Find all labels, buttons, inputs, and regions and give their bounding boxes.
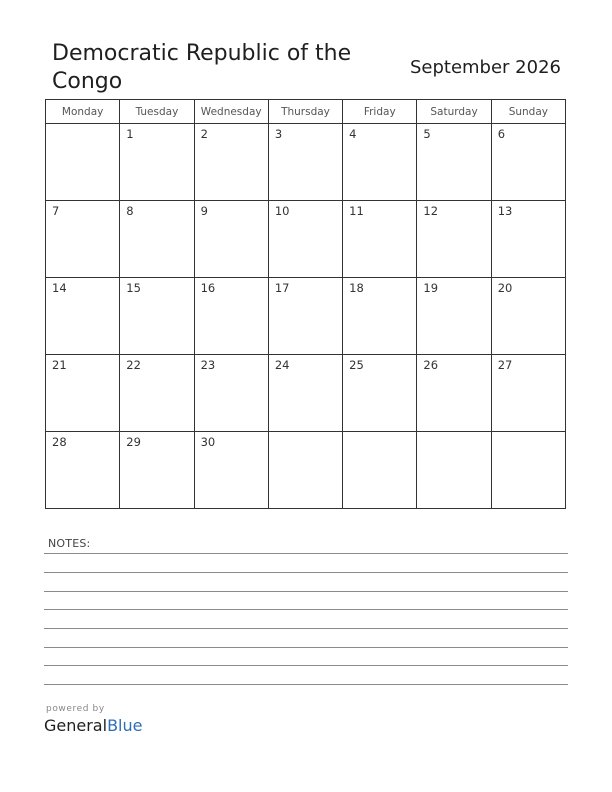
day-cell [194,432,268,509]
notes-line [44,647,568,648]
day-cell [491,201,565,278]
day-cell [343,355,417,432]
day-number: 20 [497,281,513,295]
day-cell [268,278,342,355]
calendar-country-title: Democratic Republic of the Congo [52,41,352,94]
day-cell [491,432,565,509]
day-cell [417,432,491,509]
week-row-1 [46,124,566,201]
day-cell [343,432,417,509]
week-row-4 [46,355,566,432]
weekday-friday: Friday [343,100,417,124]
day-cell [417,278,491,355]
powered-by-text: powered by [46,704,105,714]
day-number: 29 [126,435,141,449]
day-number: 22 [126,358,141,372]
day-number: 4 [349,127,357,141]
day-cell [343,201,417,278]
weekday-thursday: Thursday [268,100,342,124]
week-row-2 [46,201,566,278]
day-number: 3 [274,127,283,141]
day-cell [46,278,120,355]
day-cell [268,124,342,201]
day-number [417,432,490,435]
generalblue-logo[interactable] [44,716,142,736]
day-number: 26 [423,358,439,372]
day-cell [120,432,194,509]
day-number: 9 [200,204,208,218]
day-number: 21 [52,358,67,372]
day-cell [46,355,120,432]
day-number: 10 [274,204,290,218]
weekday-saturday: Saturday [417,100,491,124]
day-cell [120,124,194,201]
day-number: 18 [349,281,364,295]
weekday-sunday: Sunday [491,100,565,124]
day-cell [417,201,491,278]
weekday-wednesday: Wednesday [194,100,268,124]
week-row-5 [46,432,566,509]
notes-line [44,572,568,573]
notes-line [44,609,568,610]
day-cell [194,278,268,355]
day-cell [417,124,491,201]
brand-general-text: General [44,716,108,735]
day-number: 14 [52,281,67,295]
day-number: 1 [126,127,134,141]
day-cell [491,355,565,432]
weekday-tuesday: Tuesday [120,100,194,124]
day-cell [194,355,268,432]
day-cell [268,201,342,278]
day-number: 16 [200,281,216,295]
day-number: 13 [497,204,513,218]
day-cell [343,124,417,201]
day-number [492,432,565,435]
day-cell [343,278,417,355]
day-cell [268,432,342,509]
weekday-header-row [46,100,566,124]
day-cell [46,124,120,201]
day-cell [491,278,565,355]
day-number: 12 [423,204,439,218]
notes-label: NOTES: [48,537,91,550]
notes-line [44,684,568,685]
day-cell [491,124,565,201]
day-cell [46,432,120,509]
day-number [269,432,342,435]
day-number: 5 [423,127,431,141]
notes-line [44,628,568,629]
day-cell [120,355,194,432]
calendar-grid [45,99,566,509]
day-number: 2 [200,127,208,141]
day-cell [268,355,342,432]
day-number: 8 [126,204,134,218]
notes-line [44,665,568,666]
day-number: 27 [497,358,513,372]
day-number: 23 [200,358,216,372]
day-number: 30 [200,435,216,449]
day-cell [417,355,491,432]
day-number: 28 [52,435,67,449]
day-number: 7 [52,204,60,218]
day-number [343,432,416,435]
day-cell [120,278,194,355]
day-cell [194,124,268,201]
day-cell [194,201,268,278]
day-cell [120,201,194,278]
day-number [46,124,119,127]
calendar-month-year: September 2026 [409,57,561,78]
week-row-3 [46,278,566,355]
brand-blue-text: Blue [107,716,143,735]
day-cell [46,201,120,278]
day-number: 11 [349,204,364,218]
notes-line [44,553,568,554]
day-number: 19 [423,281,439,295]
day-number: 17 [274,281,290,295]
day-number: 15 [126,281,141,295]
notes-line [44,591,568,592]
weekday-monday: Monday [46,100,120,124]
day-number: 24 [274,358,290,372]
day-number: 6 [497,127,506,141]
day-number: 25 [349,358,364,372]
